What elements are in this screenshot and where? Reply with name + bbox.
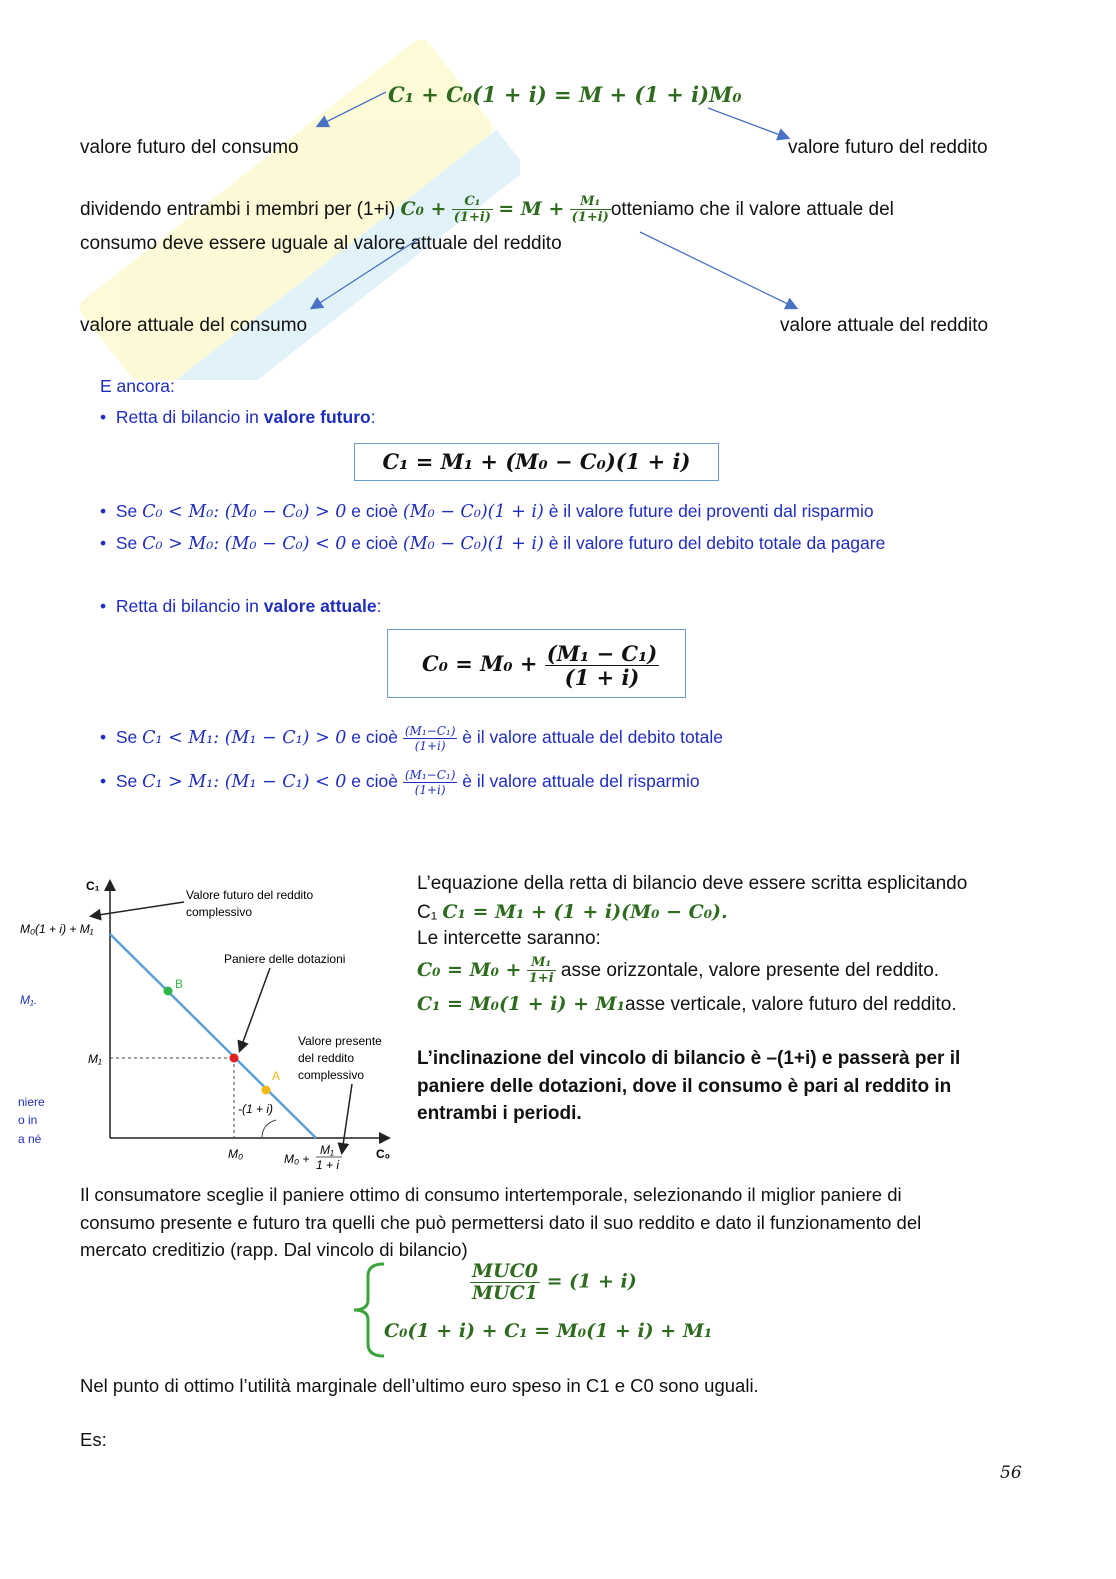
x-axis-label: C₀ [376,1147,391,1161]
para-line-1: Il consumatore sceglie il paniere ottimo di consumo intertemporale, selezionando il miglior paniere di [80,1184,902,1205]
right-para-3: Le intercette saranno: [417,928,601,949]
budget-line-graph [0,870,405,1175]
svg-text:M₀: M₀ [228,1147,244,1161]
svg-text:M₁.: M₁. [20,993,38,1007]
bold-para-1: L’inclinazione del vincolo di bilancio è –(1+i) e passerà per il [417,1048,961,1069]
svg-text:Paniere delle dotazioni: Paniere delle dotazioni [224,952,346,966]
optimum-statement: Nel punto di ottimo l’utilità marginale dell’ultimo euro speso in C1 e C0 sono uguali. [80,1375,759,1396]
svg-text:a né: a né [18,1132,42,1146]
svg-text:complessivo: complessivo [186,905,253,919]
svg-text:M₁: M₁ [88,1052,102,1066]
label-future-consumption: valore futuro del consumo [80,137,299,158]
svg-text:M₀(1 + i) + M₁: M₀(1 + i) + M₁ [20,922,94,936]
y-axis-label: C₁ [86,879,100,893]
svg-text:complessivo: complessivo [298,1068,365,1082]
label-future-income: valore futuro del reddito [788,137,988,158]
present-budget-box: C₀ = M₀ + $\frac{\text{(M₁ − C₁)}}{(1 + i)}$ [387,629,686,698]
page-number: 56 [1000,1463,1022,1483]
arrow-future-consumption [318,92,386,126]
svg-text:Valore futuro del reddito: Valore futuro del reddito [186,888,314,902]
system-eq-2: C₀(1 + i) + C₁ = M₀(1 + i) + M₁ [384,1320,713,1342]
right-para-2: C₁ C₁ = M₁ + (1 + i)(M₀ − C₀). [417,901,728,923]
condition-4: • Se C₁ > M₁: (M₁ − C₁) < 0 e cioè $\frac{\text{(M₁−C₁)}}{(1+i)}$ è il valore attuale del risparmio [100,767,700,797]
bold-para-3: entrambi i periodi. [417,1103,582,1124]
label-present-consumption: valore attuale del consumo [80,315,308,336]
svg-text:M₀ +: M₀ + [284,1152,310,1166]
future-budget-box: C₁ = M₁ + (M₀ − C₀)(1 + i) [354,443,719,481]
svg-text:-(1 + i): -(1 + i) [238,1102,274,1116]
condition-3: • Se C₁ < M₁: (M₁ − C₁) > 0 e cioè $\frac{\text{(M₁−C₁)}}{(1+i)}$ è il valore attuale del debito totale [100,723,723,753]
svg-text:1 + i: 1 + i [316,1158,340,1172]
bold-para-2: paniere delle dotazioni, dove il consumo è pari al reddito in [417,1076,952,1097]
system-eq-1: $\frac{\text{MUC0}}{\text{MUC1}}$ = (1 + i) [472,1260,637,1304]
svg-text:niere: niere [18,1095,45,1109]
svg-text:o in: o in [18,1113,38,1127]
svg-text:M₁: M₁ [320,1143,334,1157]
arrow-future-graph [92,902,184,916]
svg-text:A: A [272,1069,281,1083]
para-line-3: mercato creditizio (rapp. Dal vincolo di bilancio) [80,1239,468,1260]
dividing-line-2: consumo deve essere uguale al valore attuale del reddito [80,233,562,254]
condition-1: • Se C₀ < M₀: (M₀ − C₀) > 0 e cioè (M₀ − C₀)(1 + i) è il valore future dei proventi dal risparmio [100,501,874,522]
svg-text:Valore presente: Valore presente [298,1034,382,1048]
bullet-future-budget: • Retta di bilancio in valore futuro: [100,407,376,427]
right-eq-2: C₁ = M₀(1 + i) + M₁asse verticale, valore futuro del reddito. [417,993,957,1015]
endowment-point [230,1054,239,1063]
label-present-income: valore attuale del reddito [780,315,989,336]
bullet-present-budget: • Retta di bilancio in valore attuale: [100,596,382,616]
right-para-1: L’equazione della retta di bilancio deve essere scritta esplicitando [417,873,968,894]
point-b [164,987,173,996]
svg-text:del reddito: del reddito [298,1051,355,1065]
arrow-endowment [240,968,270,1050]
top-equation: C₁ + C₀(1 + i) = M + (1 + i)M₀ [388,82,742,107]
svg-text:B: B [175,977,184,991]
right-eq-1: C₀ = M₀ + $\frac{\text{M₁}}{1+i}$ asse orizzontale, valore presente del reddito. [417,955,940,987]
system-brace [350,1262,390,1358]
para-line-2: consumo presente e futuro tra quelli che può permettersi dato il suo reddito e dato il funzionamento del [80,1212,922,1233]
condition-2: • Se C₀ > M₀: (M₀ − C₀) < 0 e cioè (M₀ − C₀)(1 + i) è il valore futuro del debito totale da pagare [100,533,886,554]
arrow-present-graph [342,1084,352,1152]
slope-angle [262,1120,276,1138]
arrow-present-income [640,232,796,308]
example-label: Es: [80,1429,107,1450]
arrow-future-income [708,108,788,138]
e-ancora: E ancora: [100,376,175,396]
point-a [262,1086,271,1095]
dividing-line: dividendo entrambi i membri per (1+i) C₀ + $\frac{\text{C₁}}{(1+i)}$ = M + $\frac{\text{M₁}}{(1+i)}$ otteniamo che il valore attuale del [80,194,894,226]
